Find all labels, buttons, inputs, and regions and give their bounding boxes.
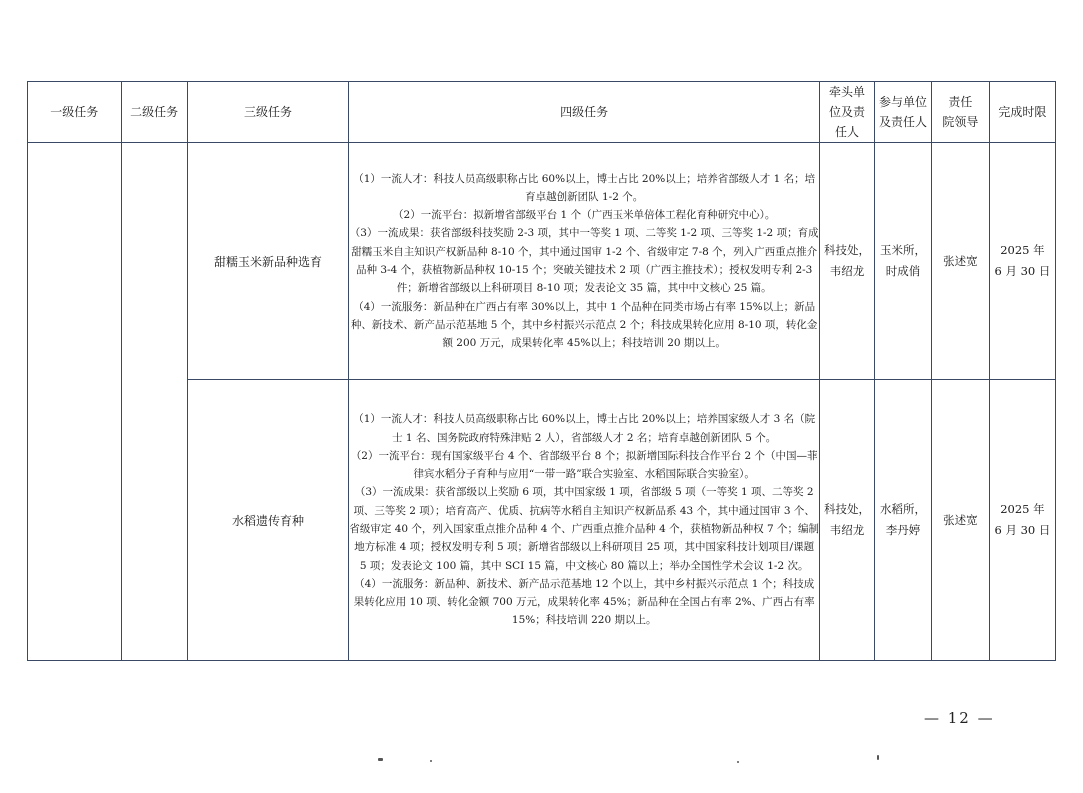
level4-item: （2）一流平台：现有国家级平台 4 个、省部级平台 8 个；拟新增国际科技合作平台 2 个（中国—菲律宾水稻分子育种与应用“一带一路”联合实验室、水稻国际联合实验室）。 (350, 449, 818, 481)
header-lead-unit-line1: 牵头单 (829, 85, 866, 99)
header-level4-task: 四级任务 (349, 82, 820, 143)
header-responsible-leader (931, 82, 989, 143)
deadline-year: 2025 年 (1000, 243, 1045, 257)
cell-level2-task (121, 143, 187, 661)
cell-deadline (989, 380, 1055, 661)
header-lead-unit-line3: 任人 (835, 125, 860, 139)
header-lead-unit (820, 82, 875, 143)
cell-level1-task (28, 143, 122, 661)
header-partner-unit-line1: 参与单位 (878, 95, 927, 109)
header-partner-unit (874, 82, 931, 143)
cell-level4-task (349, 143, 820, 380)
header-lead-unit-line2: 位及责 (829, 105, 866, 119)
cell-level3-task: 水稻遗传育种 (187, 380, 349, 661)
lead-person-name: 韦绍龙 (829, 264, 865, 278)
scan-speck (737, 761, 739, 763)
table-row (28, 143, 1056, 380)
header-deadline: 完成时限 (989, 82, 1055, 143)
cell-partner-unit (874, 380, 931, 661)
level4-item: （4）一流服务：新品种在广西占有率 30%以上，其中 1 个品种在同类市场占有率 15%以上；新品种、新技术、新产品示范基地 5 个，其中乡村振兴示范点 2 个；科技成果转化应用 8-10 项，转化金额 200 万元，成果转化率 45%以上；科技培训 20 期以上。 (350, 300, 818, 350)
lead-person-name: 韦绍龙 (829, 523, 865, 537)
partner-unit-name: 玉米所， (879, 243, 926, 257)
header-responsible-leader-line1: 责任 (948, 95, 973, 109)
cell-deadline (989, 143, 1055, 380)
deadline-year: 2025 年 (1000, 502, 1045, 516)
header-level1-task: 一级任务 (28, 82, 122, 143)
cell-lead-unit (820, 143, 875, 380)
level4-item: （2）一流平台：拟新增省部级平台 1 个（广西玉米单倍体工程化育种研究中心）。 (393, 209, 776, 222)
task-table (27, 81, 1056, 661)
scan-speck (877, 755, 879, 760)
lead-unit-name: 科技处， (824, 502, 871, 516)
cell-level3-task: 甜糯玉米新品种选育 (187, 143, 349, 380)
header-level3-task: 三级任务 (187, 82, 349, 143)
page-number: — 12 — (924, 709, 995, 727)
header-responsible-leader-line2: 院领导 (942, 115, 979, 129)
scan-speck (430, 760, 432, 762)
scan-speck (378, 758, 383, 761)
header-partner-unit-line2: 及责任人 (878, 115, 927, 129)
lead-unit-name: 科技处， (824, 243, 871, 257)
cell-partner-unit (874, 143, 931, 380)
partner-person-name: 李丹婷 (885, 523, 921, 537)
header-level2-task: 二级任务 (121, 82, 187, 143)
cell-responsible-leader: 张述宽 (931, 380, 989, 661)
cell-lead-unit (820, 380, 875, 661)
partner-unit-name: 水稻所， (879, 502, 926, 516)
level4-item: （3）一流成果：获省部级以上奖励 6 项，其中国家级 1 项，省部级 5 项（一等奖 1 项、二等奖 2 项、三等奖 2 项）；培育高产、优质、抗病等水稻自主知识产权新品系 43 个，其中通过国审 3 个、省级审定 40 个，列入国家重点推介品种 4 个、广西重点推介品种 4 个，获植物新品种权 7 个；编制地方标准 4 项；授权发明专利 5 项；新增省部级以上科研项目 25 项，其中国家科技计划项目/课题 5 项；发表论文 100 篇，其中 SCI 15 篇，中文核心 80 篇以上；举办全国性学术会议 1-2 次。 (349, 486, 819, 572)
cell-responsible-leader: 张述宽 (931, 143, 989, 380)
partner-person-name: 时成俏 (885, 264, 921, 278)
cell-level4-task (349, 380, 820, 661)
level4-item: （1）一流人才：科技人员高级职称占比 60%以上，博士占比 20%以上；培养省部级人才 1 名；培育卓越创新团队 1-2 个。 (353, 172, 816, 203)
level4-item: （1）一流人才：科技人员高级职称占比 60%以上，博士占比 20%以上；培养国家级人才 3 名（院士 1 名、国务院政府特殊津贴 2 人），省部级人才 2 名；培育卓越创新团队 5 个。 (353, 413, 816, 444)
deadline-date: 6 月 30 日 (994, 523, 1051, 537)
table-header-row (28, 82, 1056, 143)
deadline-date: 6 月 30 日 (994, 264, 1051, 278)
level4-item: （4）一流服务：新品种、新技术、新产品示范基地 12 个以上，其中乡村振兴示范点 1 个；科技成果转化应用 10 项、转化金额 700 万元，成果转化率 45%；新品种在全国占有率 2%、广西占有率 15%；科技培训 220 期以上。 (353, 577, 815, 627)
level4-item: （3）一流成果：获省部级科技奖励 2-3 项，其中一等奖 1 项、二等奖 1-2 项、三等奖 1-2 项；育成甜糯玉米自主知识产权新品种 8-10 个，其中通过国审 1-2 个、省级审定 7-8 个，列入广西重点推介品种 3-4 个，获植物新品种权 10-15 个；突破关键技术 2 项（广西主推技术）；授权发明专利 2-3 件；新增省部级以上科研项目 8-10 项；发表论文 35 篇，其中中文核心 25 篇。 (349, 227, 819, 295)
